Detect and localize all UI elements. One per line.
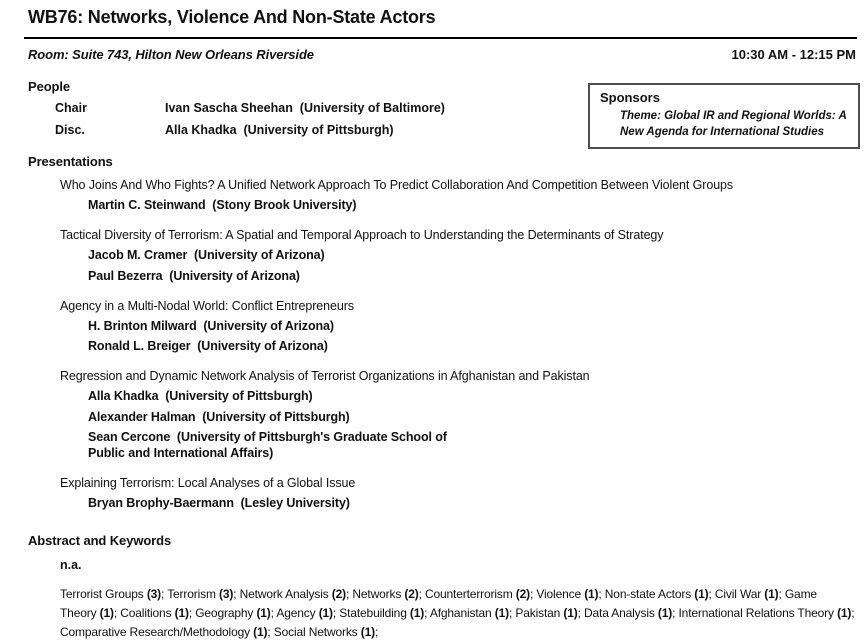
keyword-term: Violence [536,587,585,601]
keyword-term: Pakistan [515,606,564,620]
keyword-term: Game Theory [60,587,817,620]
presentation-title: Who Joins And Who Fights? A Unified Network Approach To Predict Collaboration And Competition Between Violent Groups [60,178,734,192]
presentation [60,227,868,284]
keyword-term: Afghanistan [429,606,495,620]
presentation [60,475,868,511]
presenter-list [60,197,868,213]
person-name: Ivan Sascha Sheehan (University of Baltimore) [165,101,445,115]
presentation-title: Regression and Dynamic Network Analysis of Terrorist Organizations in Afghanistan and Pakistan [60,369,590,383]
keyword-term: Counterterrorism [424,587,516,601]
abstract-keywords-heading: Abstract and Keywords [28,533,172,548]
presenter: Martin C. Steinwand (Stony Brook University) [88,198,357,212]
header-rule [24,37,857,39]
keyword-term: Terrorist Groups [60,587,147,601]
keyword-count: (1) [318,606,333,620]
keyword-term: Comparative Research/Methodology [60,625,254,639]
person-role: Disc. [55,123,85,137]
keyword-count: (1) [174,606,189,620]
presenter: H. Brinton Milward (University of Arizona) [88,318,334,333]
presenter: Sean Cercone (University of Pittsburgh's Graduate School of Public and International Affairs) [88,430,447,460]
keyword-count: (1) [256,606,271,620]
keyword-term: Networks [352,587,405,601]
presenter: Bryan Brophy-Baermann (Lesley University) [88,496,350,510]
keyword-count: (2) [515,587,530,601]
keyword-count: (1) [494,606,509,620]
keyword-term: Civil War [714,587,765,601]
keyword-count: (1) [584,587,599,601]
keyword-count: (1) [764,587,779,601]
session-page [0,7,868,639]
presentation-title: Explaining Terrorism: Local Analyses of a Global Issue [60,476,356,490]
presenter: Ronald L. Breiger (University of Arizona) [88,339,328,353]
keyword-term: Coalitions [120,606,175,620]
keyword-term: Network Analysis [239,587,332,601]
keyword-count: (3) [146,587,162,601]
keywords-paragraph: Terrorist Groups (3); Terrorism (3); Network Analysis (2); Networks (2); Counterterrorism (2); Violence (1); Non-state Actors (1); Civil War (1); Game Theory (1); Coalitions (1); Geography (1); Agency (1); Statebuilding (1); Afghanistan (1); Pakistan (1); Data Analysis (1); International Relations Theory (1); Comparative Research/Methodology (1); Social Networks (1); [60,587,855,639]
presentation [60,177,868,213]
keyword-term: Data Analysis [583,606,658,620]
presenter: Paul Bezerra (University of Arizona) [88,268,300,283]
sponsors-theme: Theme: Global IR and Regional Worlds: A New Agenda for International Studies [620,110,847,138]
abstract-text: n.a. [60,558,82,572]
keyword-count: (1) [99,606,114,620]
presenter-list [60,495,868,511]
presenter: Alla Khadka (University of Pittsburgh) [88,389,313,403]
presentation-title: Tactical Diversity of Terrorism: A Spatial and Temporal Approach to Understanding the Determinants of Strategy [60,228,664,242]
presenter: Alexander Halman (University of Pittsburgh) [88,409,350,424]
keyword-count: (1) [409,606,425,620]
keyword-term: Geography [195,606,257,620]
presenter: Jacob M. Cramer (University of Arizona) [88,248,325,262]
presenter-list [60,318,868,355]
sponsors-box [588,83,860,149]
presentation-list [60,177,868,511]
person-role: Chair [55,101,87,115]
time-label: 10:30 AM - 12:15 PM [731,47,856,62]
keyword-term: Statebuilding [339,606,410,620]
presentation-title: Agency in a Multi-Nodal World: Conflict Entrepreneurs [60,298,354,313]
keyword-count: (1) [837,606,852,620]
keyword-term: International Relations Theory [678,606,838,620]
keyword-term: Non-state Actors [604,587,695,601]
presentation [60,298,868,355]
keyword-count: (1) [253,625,268,639]
keyword-count: (2) [404,587,419,601]
keyword-count: (1) [563,606,578,620]
keyword-count: (2) [331,587,346,601]
presenter-list [60,388,868,461]
people-heading: People [28,79,71,94]
keyword-term: Social Networks [273,625,361,639]
keyword-count: (1) [694,587,709,601]
page-title: WB76: Networks, Violence And Non-State Actors [28,7,436,27]
presentation [60,368,868,461]
keyword-count: (1) [360,625,375,639]
keyword-term: Agency [276,606,319,620]
sponsors-heading: Sponsors [600,90,660,105]
person-name: Alla Khadka (University of Pittsburgh) [165,123,394,137]
keyword-count: (3) [219,587,234,601]
keyword-count: (1) [657,606,673,620]
presentations-heading: Presentations [28,154,113,169]
keyword-term: Terrorism [167,587,220,601]
room-time-row [28,47,856,62]
room-label: Room: Suite 743, Hilton New Orleans Riverside [28,47,314,62]
presenter-list [60,247,868,284]
